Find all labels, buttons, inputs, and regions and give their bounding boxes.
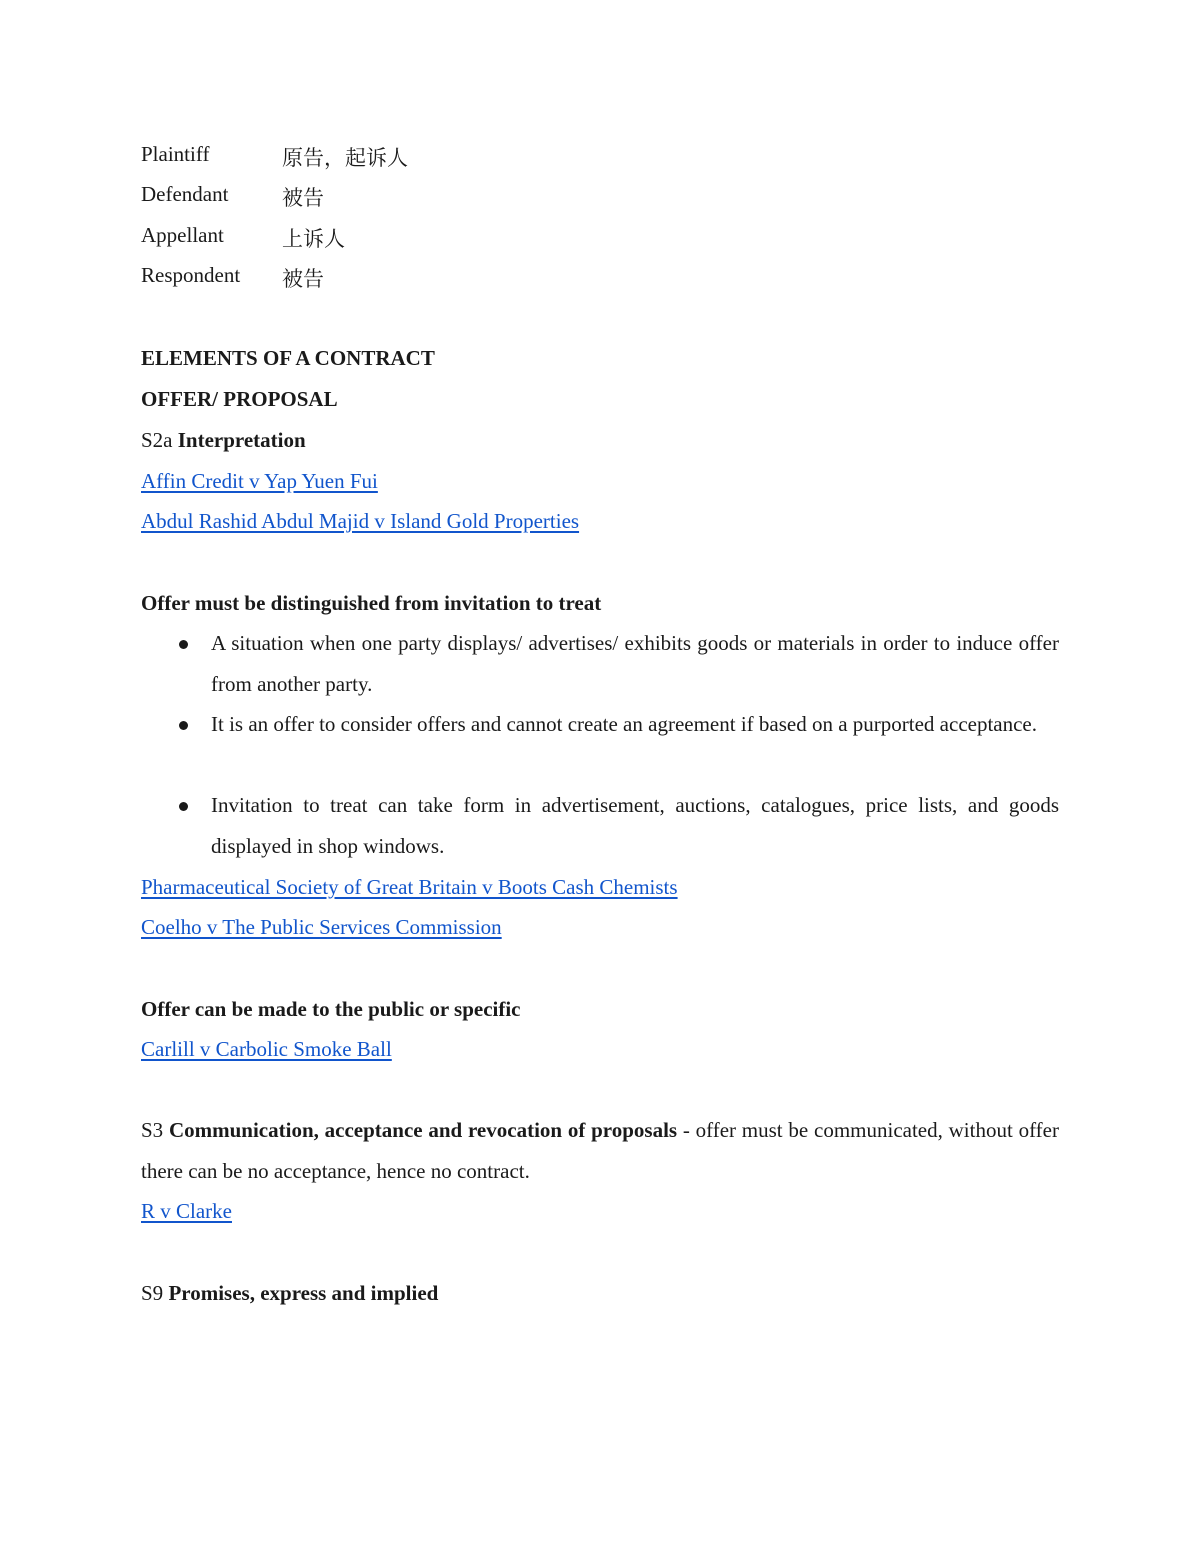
case-link-row <box>141 913 502 941</box>
case-link[interactable]: Coelho v The Public Services Commission <box>141 915 502 939</box>
section-s3 <box>141 1110 1059 1191</box>
section-title: Promises, express and implied <box>168 1281 439 1305</box>
glossary-term: Respondent <box>141 263 241 287</box>
glossary-translation: 原告，起诉人 <box>282 146 408 170</box>
case-link[interactable]: Carlill v Carbolic Smoke Ball <box>141 1037 392 1061</box>
glossary-translation: 上诉人 <box>282 227 345 251</box>
bullet-icon <box>179 640 188 649</box>
glossary-row <box>141 182 541 210</box>
section-number: S9 <box>141 1281 164 1305</box>
glossary-row <box>141 223 541 251</box>
section-title: Interpretation <box>177 428 306 452</box>
case-link[interactable]: Abdul Rashid Abdul Majid v Island Gold Properties <box>141 509 580 533</box>
bullet-text: A situation when one party displays/ advertises/ exhibits goods or materials in order to induce offer from another party. <box>211 631 1059 696</box>
glossary-translation: 被告 <box>282 267 324 291</box>
heading-elements: ELEMENTS OF A CONTRACT <box>141 346 435 370</box>
section-title: Communication, acceptance and revocation of proposals <box>168 1118 678 1142</box>
case-link[interactable]: R v Clarke <box>141 1199 232 1223</box>
glossary-term: Plaintiff <box>141 142 210 166</box>
heading-offer: OFFER/ PROPOSAL <box>141 387 338 411</box>
section-number: S3 <box>141 1118 164 1142</box>
case-link-row <box>141 467 378 495</box>
glossary-row <box>141 142 541 170</box>
glossary-translation: 被告 <box>282 186 324 210</box>
case-link[interactable]: Pharmaceutical Society of Great Britain v Boots Cash Chemists <box>141 875 678 899</box>
section-text: - offer must be communicated, without offer there can be no acceptance, hence no contract. <box>141 1118 1059 1183</box>
case-link-row <box>141 1035 392 1063</box>
glossary-term: Appellant <box>141 223 224 247</box>
section-s9 <box>141 1279 438 1307</box>
case-link[interactable]: Affin Credit v Yap Yuen Fui <box>141 469 378 493</box>
section-s2a <box>141 426 306 454</box>
case-link-row <box>141 507 579 535</box>
heading-distinguish: Offer must be distinguished from invitation to treat <box>141 591 602 615</box>
bullet-text: It is an offer to consider offers and cannot create an agreement if based on a purported acceptance. <box>211 712 1038 736</box>
case-link-row <box>141 873 678 901</box>
glossary-row <box>141 263 541 291</box>
heading-public: Offer can be made to the public or specific <box>141 997 521 1021</box>
bullet-icon <box>179 802 188 811</box>
glossary-term: Defendant <box>141 182 229 206</box>
bullet-icon <box>179 721 188 730</box>
bullet-text: Invitation to treat can take form in advertisement, auctions, catalogues, price lists, and goods displayed in shop windows. <box>211 793 1059 858</box>
section-number: S2a <box>141 428 173 452</box>
case-link-row <box>141 1197 232 1225</box>
